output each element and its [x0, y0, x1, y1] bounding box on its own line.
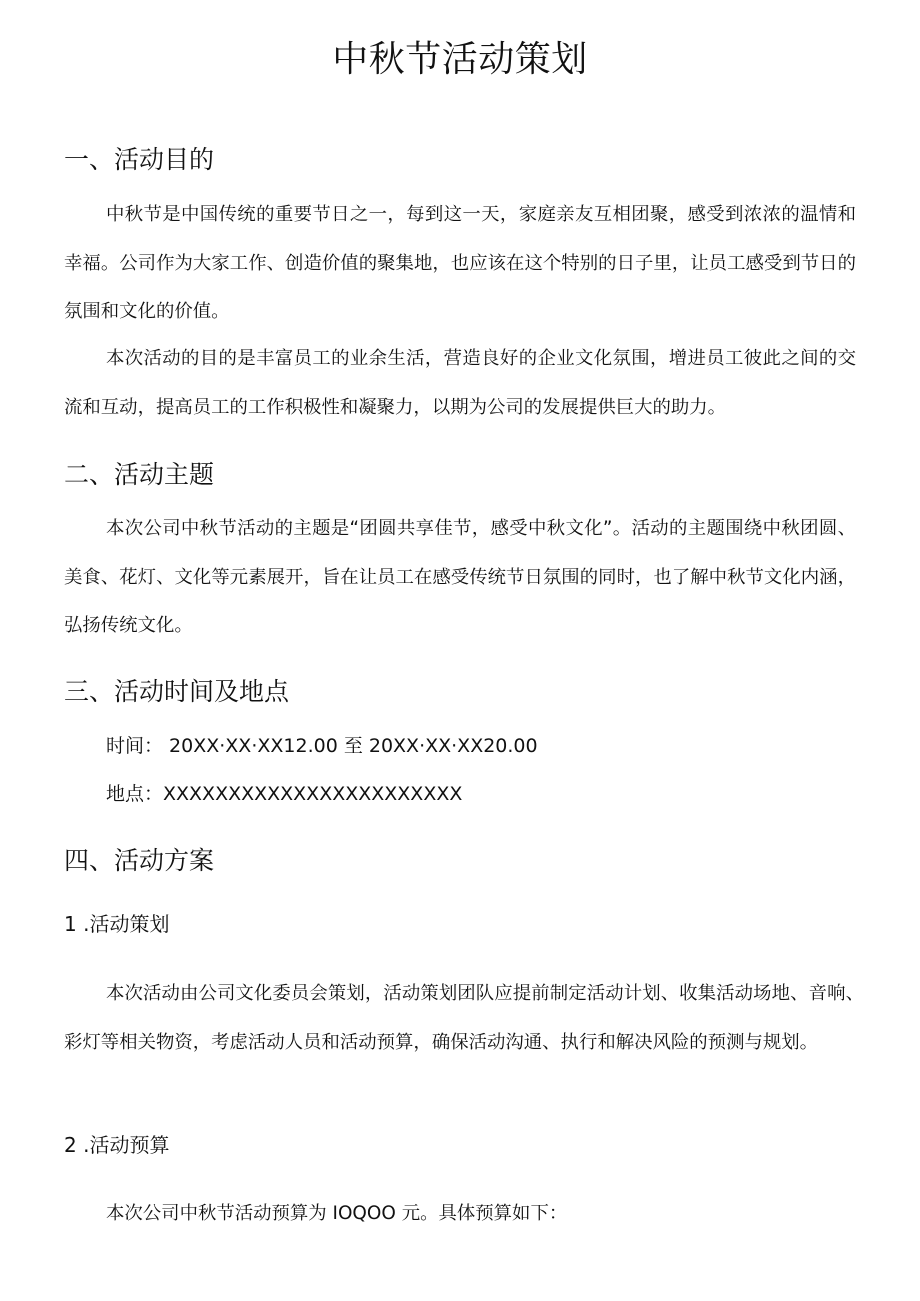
section-heading-theme: 二、活动主题 [64, 460, 215, 489]
event-place: 地点：XXXXXXXXXXXXXXXXXXXXXXX [106, 783, 463, 805]
subheading-activity-budget: 2 .活动预算 [64, 1133, 170, 1157]
purpose-paragraph-2: 本次活动的目的是丰富员工的业余生活，营造良好的企业文化氛围，增进员工彼此之间的交流和互动，提高员工的工作积极性和凝聚力，以期为公司的发展提供巨大的助力。 [64, 348, 856, 418]
activity-budget-paragraph: 本次公司中秋节活动预算为 IOQOO 元。具体预算如下： [106, 1203, 568, 1224]
purpose-paragraph-1: 中秋节是中国传统的重要节日之一，每到这一天，家庭亲友互相团聚，感受到浓浓的温情和幸福。公司作为大家工作、创造价值的聚集地，也应该在这个特别的日子里，让员工感受到节日的氛围和文化的价值。 [64, 204, 856, 322]
subheading-activity-planning: 1 .活动策划 [64, 912, 170, 936]
section-heading-purpose: 一、活动目的 [64, 145, 215, 174]
activity-planning-paragraph: 本次活动由公司文化委员会策划，活动策划团队应提前制定活动计划、收集活动场地、音响、彩灯等相关物资，考虑活动人员和活动预算，确保活动沟通、执行和解决风险的预测与规划。 [64, 983, 864, 1053]
section-heading-plan: 四、活动方案 [64, 846, 215, 875]
document-title: 中秋节活动策划 [332, 39, 588, 80]
theme-paragraph: 本次公司中秋节活动的主题是“团圆共享佳节，感受中秋文化”。活动的主题围绕中秋团圆、美食、花灯、文化等元素展开，旨在让员工在感受传统节日氛围的同时，也了解中秋节文化内涵，弘扬传统文化。 [64, 518, 856, 636]
section-heading-time-place: 三、活动时间及地点 [64, 677, 290, 706]
event-time: 时间： 20XX·XX·XX12.00 至 20XX·XX·XX20.00 [106, 735, 538, 757]
